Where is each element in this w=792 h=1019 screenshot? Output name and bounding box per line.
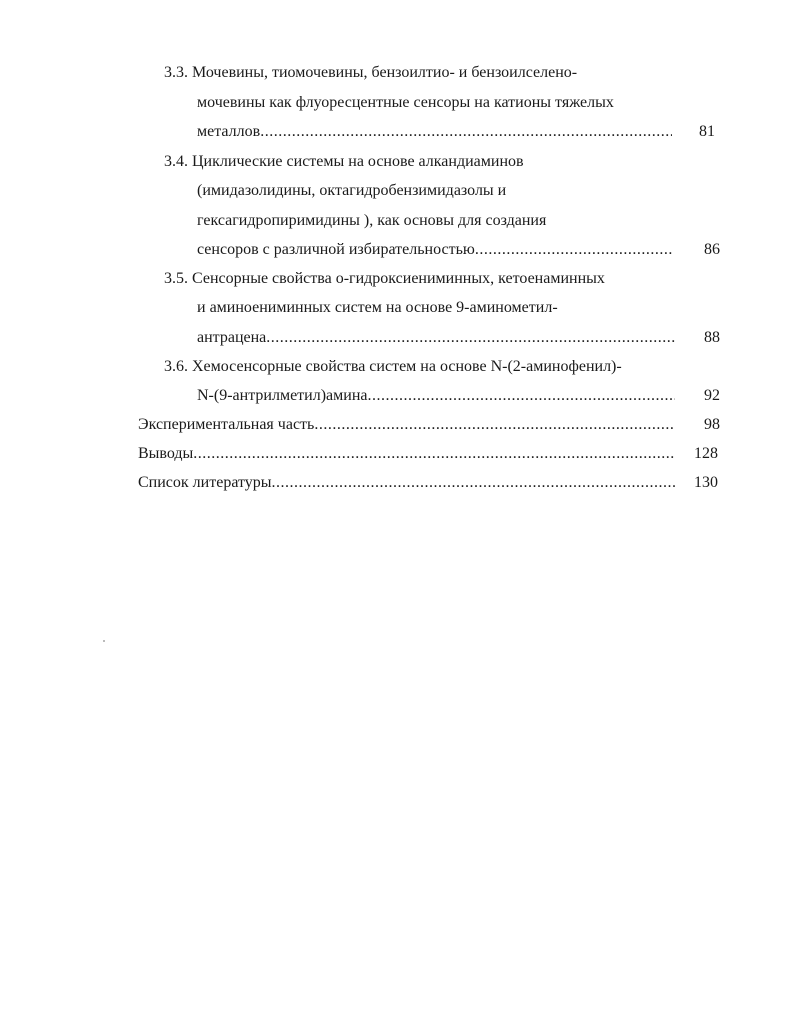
toc-entry-3-5-title-part3: антрацена [197,329,267,346]
dot-leader [260,122,672,142]
dot-leader [314,415,675,435]
toc-entry-conclusions [138,444,675,464]
toc-entry-conclusions-title: Выводы [138,445,194,462]
toc-entry-references [138,473,675,493]
toc-entry-3-5-title-part2: и аминоениминных систем на основе 9-аминометил- [197,299,558,316]
toc-entry-3-6-title-part2: N-(9-антрилметил)амина [197,387,368,404]
toc-entry-3-6-leader-line [197,386,675,406]
toc-entry-3-6-title-part1: Хемосенсорные свойства систем на основе N-(2-аминофенил)- [192,358,622,375]
toc-entry-3-4-line1 [164,152,524,172]
dot-leader [272,473,675,493]
toc-entry-3-4-title-part2: (имидазолидины, октагидробензимидазолы и [197,182,507,199]
toc-entry-3-3-number: 3.3. [164,64,188,81]
toc-entry-3-6-page: 92 [704,387,720,404]
toc-entry-3-4-page: 86 [704,241,720,258]
toc-entry-3-3-title-part3: металлов [197,123,261,140]
toc-entry-3-5-number: 3.5. [164,270,188,287]
toc-entry-conclusions-page: 128 [694,445,718,462]
toc-entry-3-4-number: 3.4. [164,153,188,170]
toc-entry-3-3-line1 [164,63,577,83]
scan-speck [103,640,105,642]
dot-leader [193,444,675,464]
toc-entry-3-4-title-part4: сенсоров с различной избирательностью [197,241,475,258]
toc-entry-3-3-title-part1: Мочевины, тиомочевины, бензоилтио- и бензоилселено- [192,64,578,81]
toc-entry-references-title: Список литературы [138,474,272,491]
toc-entry-3-3-leader-line [197,122,672,142]
toc-entry-3-5-leader-line [197,328,675,348]
toc-entry-3-5-page: 88 [704,329,720,346]
dot-leader [475,240,672,260]
dot-leader [367,386,675,406]
toc-entry-references-page: 130 [694,474,718,491]
toc-entry-3-6-line1 [164,357,622,377]
toc-entry-experimental-page: 98 [704,416,720,433]
toc-entry-3-6-number: 3.6. [164,358,188,375]
toc-entry-3-4-title-part3: гексагидропиримидины ), как основы для создания [197,212,547,229]
toc-entry-experimental [138,415,675,435]
toc-entry-3-5-title-part1: Сенсорные свойства о-гидроксиениминных, кетоенаминных [192,270,605,287]
toc-entry-experimental-title: Экспериментальная часть [138,416,315,433]
toc-entry-3-3-page: 81 [699,123,715,140]
toc-entry-3-4-leader-line [197,240,672,260]
toc-entry-3-5-line1 [164,269,605,289]
toc-entry-3-4-title-part1: Циклические системы на основе алкандиаминов [192,153,524,170]
dot-leader [266,328,675,348]
toc-entry-3-3-title-part2: мочевины как флуоресцентные сенсоры на катионы тяжелых [197,94,614,111]
